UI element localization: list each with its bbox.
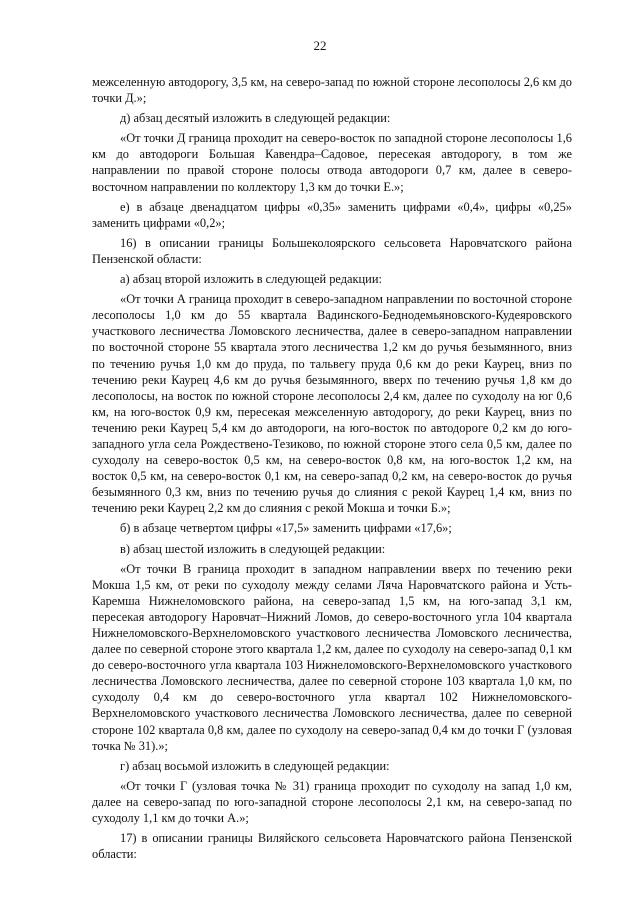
paragraph-amendment-g: г) абзац восьмой изложить в следующей редакции: <box>120 758 390 773</box>
paragraph-continuation: межселенную автодорогу, 3,5 км, на северо-запад по южной стороне лесополосы 2,6 км до точки Д.»; <box>92 75 572 106</box>
paragraph-amendment-a: а) абзац второй изложить в следующей редакции: <box>120 272 382 287</box>
page-number: 22 <box>313 38 327 53</box>
paragraph-amendment-d: д) абзац десятый изложить в следующей редакции: <box>120 111 391 126</box>
paragraph-quote-point-d: «От точки Д граница проходит на северо-восток по западной стороне лесополосы 1,6 км до автодороги Большая Кавендра–Садовое, пересекая автодорогу, в том же направлении по правой стороне полосы отвода автодороги 0,7 км, далее в северо-восточном направлении по коллектору 1,3 км до точки Е.»; <box>92 131 572 194</box>
document-body <box>92 74 572 862</box>
paragraph-quote-point-v: «От точки В граница проходит в западном направлении вверх по течению реки Мокша 1,5 км, от реки по суходолу между селами Ляча Наровчатского района и Усть-Каремша Нижнеломовского района, на северо-запад 1,5 км, на юго-запад 3,1 км, пересекая автодорогу Наровчат–Нижний Ломов, до северо-восточного угла 104 квартала Нижнеломовского-Верхнеломовского участкового лесничества Ломовского лесничества, далее по северной стороне этого квартала 1,2 км, далее по суходолу на северо-запад 0,1 км до северо-восточного угла квартала 103 Нижнеломовского-Верхнеломовского участкового лесничества Ломовского лесничества, далее по северной стороне 103 квартала 1,0 км, по суходолу 0,4 км до северо-восточного угла квартал 102 Нижнеломовского-Верхнеломовского участкового лесничества Ломовского лесничества, далее по северной стороне 102 квартала 0,8 км, далее по суходолу на северо-запад 0,4 км до точки Г (узловая точка № 31).»; <box>92 561 572 753</box>
paragraph-item-17: 17) в описании границы Виляйского сельсовета Наровчатского района Пензенской области: <box>92 831 572 862</box>
paragraph-amendment-b: б) в абзаце четвертом цифры «17,5» заменить цифрами «17,6»; <box>120 521 452 536</box>
paragraph-amendment-v: в) абзац шестой изложить в следующей редакции: <box>120 541 386 556</box>
paragraph-quote-point-g: «От точки Г (узловая точка № 31) граница проходит по суходолу на запад 1,0 км, далее на северо-запад по юго-западной стороне лесополосы 2,1 км, на северо-запад по суходолу 1,1 км до точки А.»; <box>92 778 572 826</box>
paragraph-quote-point-a: «От точки А граница проходит в северо-западном направлении по восточной стороне лесополосы 1,0 км до 55 квартала Вадинского-Беднодемьяновского-Кудеяровского участкового лесничества Ломовского лесничества, далее в северо-западном направлении по восточной стороне 55 квартала этого лесничества 1,2 км до ручья безымянного, вниз по течению ручья 1,0 км до пруда, по тальвегу пруда 0,6 км до реки Каурец, вниз по течению реки Каурец 4,6 км до ручья безымянного, вверх по течению ручья 1,8 км до лесополосы, на восток по южной стороне лесополосы 2,4 км, далее по суходолу на юг 0,6 км, на юго-восток 0,9 км, пересекая межселенную автодорогу, до реки Каурец, вниз по течению реки Каурец 5,4 км до автодороги, на юго-восток по автодороге 0,2 км до юго-западного угла села Рождествено-Тезиково, по южной стороне этого села 0,5 км, далее по суходолу на северо-восток 0,5 км, на северо-восток 0,8 км, на юго-восток 1,2 км, на восток 0,5 км, на северо-восток 0,1 км, на северо-запад 0,2 км, на северо-восток до ручья безымянного 0,3 км, вниз по течению ручья до слияния с рекой Каурец 1,4 км, вниз по течению реки Каурец 2,2 км до слияния с рекой Мокша и точки Б.»; <box>92 292 572 516</box>
paragraph-item-16: 16) в описании границы Большеколоярского сельсовета Наровчатского района Пензенской области: <box>92 235 572 266</box>
paragraph-amendment-e: е) в абзаце двенадцатом цифры «0,35» заменить цифрами «0,4», цифры «0,25» заменить цифрами «0,2»; <box>92 199 572 230</box>
